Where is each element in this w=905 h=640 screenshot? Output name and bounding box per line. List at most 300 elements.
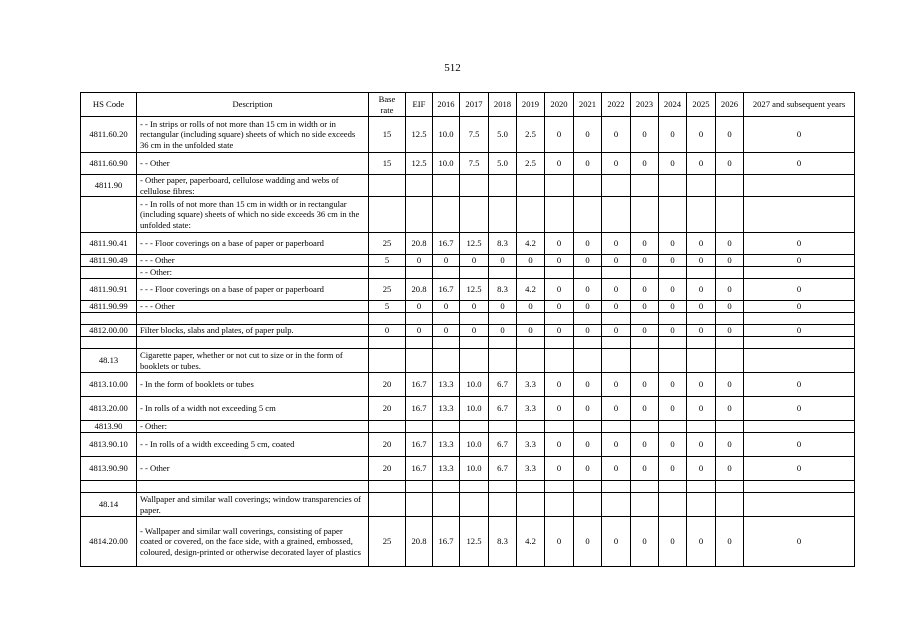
table-row bbox=[81, 421, 855, 433]
rate-cell bbox=[545, 313, 574, 325]
rate-cell: 20 bbox=[369, 433, 406, 457]
rate-cell bbox=[489, 267, 517, 279]
rate-cell: 20.8 bbox=[406, 517, 433, 567]
rate-cell: 0 bbox=[489, 325, 517, 337]
hs-code-cell: 4811.90.41 bbox=[81, 233, 137, 255]
column-header: Base rate bbox=[369, 93, 406, 117]
hs-code-cell: 4814.20.00 bbox=[81, 517, 137, 567]
header-row bbox=[81, 93, 855, 117]
rate-cell: 15 bbox=[369, 153, 406, 175]
rate-cell: 0 bbox=[631, 233, 659, 255]
rate-cell: 0 bbox=[517, 325, 545, 337]
column-header: 2021 bbox=[574, 93, 602, 117]
rate-cell: 6.7 bbox=[489, 457, 517, 481]
rate-cell bbox=[574, 313, 602, 325]
rate-cell: 0 bbox=[460, 255, 489, 267]
rate-cell bbox=[716, 493, 744, 517]
rate-cell: 5 bbox=[369, 301, 406, 313]
table-row bbox=[81, 457, 855, 481]
rate-cell bbox=[659, 421, 687, 433]
rate-cell bbox=[460, 175, 489, 197]
rate-cell bbox=[631, 267, 659, 279]
rate-cell: 13.3 bbox=[433, 433, 460, 457]
rate-cell: 0 bbox=[489, 301, 517, 313]
rate-cell bbox=[602, 493, 631, 517]
rate-cell bbox=[433, 175, 460, 197]
rate-cell bbox=[489, 313, 517, 325]
rate-cell bbox=[687, 267, 716, 279]
rate-cell: 0 bbox=[687, 117, 716, 153]
column-header: 2022 bbox=[602, 93, 631, 117]
rate-cell: 20.8 bbox=[406, 233, 433, 255]
table-row bbox=[81, 349, 855, 373]
rate-cell: 0 bbox=[545, 279, 574, 301]
table-row bbox=[81, 337, 855, 349]
hs-code-cell: 4811.90.99 bbox=[81, 301, 137, 313]
rate-cell bbox=[744, 493, 855, 517]
description-cell: - - - Floor coverings on a base of paper or paperboard bbox=[137, 233, 369, 255]
rate-cell: 16.7 bbox=[406, 433, 433, 457]
rate-cell: 15 bbox=[369, 117, 406, 153]
rate-cell: 0 bbox=[574, 517, 602, 567]
rate-cell: 0 bbox=[406, 301, 433, 313]
rate-cell: 7.5 bbox=[460, 153, 489, 175]
rate-cell: 0 bbox=[687, 301, 716, 313]
rate-cell: 6.7 bbox=[489, 433, 517, 457]
rate-cell: 13.3 bbox=[433, 457, 460, 481]
table-row bbox=[81, 153, 855, 175]
rate-cell: 4.2 bbox=[517, 279, 545, 301]
rate-cell bbox=[631, 337, 659, 349]
description-cell: - Other paper, paperboard, cellulose wadding and webs of cellulose fibres: bbox=[137, 175, 369, 197]
rate-cell: 7.5 bbox=[460, 117, 489, 153]
rate-cell: 5.0 bbox=[489, 117, 517, 153]
rate-cell bbox=[489, 493, 517, 517]
rate-cell: 0 bbox=[517, 255, 545, 267]
rate-cell: 13.3 bbox=[433, 397, 460, 421]
description-cell: - - Other bbox=[137, 153, 369, 175]
rate-cell bbox=[517, 481, 545, 493]
description-cell bbox=[137, 337, 369, 349]
rate-cell: 20.8 bbox=[406, 279, 433, 301]
rate-cell: 0 bbox=[545, 301, 574, 313]
rate-cell bbox=[602, 349, 631, 373]
rate-cell: 0 bbox=[574, 117, 602, 153]
rate-cell bbox=[744, 175, 855, 197]
rate-cell bbox=[574, 493, 602, 517]
rate-cell: 0 bbox=[545, 325, 574, 337]
rate-cell bbox=[574, 267, 602, 279]
rate-cell bbox=[716, 267, 744, 279]
rate-cell: 20 bbox=[369, 397, 406, 421]
rate-cell: 12.5 bbox=[460, 279, 489, 301]
rate-cell: 0 bbox=[574, 457, 602, 481]
rate-cell bbox=[545, 197, 574, 233]
rate-cell: 0 bbox=[687, 233, 716, 255]
hs-code-cell: 4812.00.00 bbox=[81, 325, 137, 337]
rate-cell: 0 bbox=[744, 233, 855, 255]
rate-cell bbox=[369, 493, 406, 517]
rate-cell: 0 bbox=[716, 153, 744, 175]
rate-cell: 10.0 bbox=[433, 117, 460, 153]
rate-cell: 0 bbox=[687, 255, 716, 267]
rate-cell: 0 bbox=[631, 397, 659, 421]
rate-cell: 0 bbox=[744, 279, 855, 301]
rate-cell bbox=[545, 175, 574, 197]
hs-code-cell: 4811.90 bbox=[81, 175, 137, 197]
rate-cell bbox=[602, 197, 631, 233]
rate-cell: 0 bbox=[406, 255, 433, 267]
rate-cell: 0 bbox=[744, 325, 855, 337]
rate-cell: 0 bbox=[716, 517, 744, 567]
rate-cell: 0 bbox=[631, 517, 659, 567]
rate-cell: 0 bbox=[574, 301, 602, 313]
rate-cell bbox=[460, 493, 489, 517]
rate-cell bbox=[433, 337, 460, 349]
rate-cell bbox=[687, 493, 716, 517]
rate-cell bbox=[406, 337, 433, 349]
rate-cell: 0 bbox=[744, 153, 855, 175]
rate-cell: 0 bbox=[659, 117, 687, 153]
hs-code-cell: 4811.90.91 bbox=[81, 279, 137, 301]
rate-cell: 0 bbox=[574, 325, 602, 337]
rate-cell bbox=[574, 337, 602, 349]
rate-cell bbox=[687, 481, 716, 493]
rate-cell: 0 bbox=[659, 457, 687, 481]
rate-cell bbox=[744, 421, 855, 433]
table-row bbox=[81, 301, 855, 313]
rate-cell: 0 bbox=[744, 457, 855, 481]
rate-cell bbox=[545, 481, 574, 493]
rate-cell: 0 bbox=[574, 279, 602, 301]
rate-cell bbox=[659, 267, 687, 279]
rate-cell bbox=[602, 481, 631, 493]
rate-cell: 0 bbox=[659, 325, 687, 337]
description-cell: Wallpaper and similar wall coverings; window transparencies of paper. bbox=[137, 493, 369, 517]
rate-cell: 16.7 bbox=[406, 457, 433, 481]
description-cell: - - In rolls of not more than 15 cm in width or in rectangular (including square) sheets of which no side exceeds 36 cm in the unfolded state: bbox=[137, 197, 369, 233]
hs-code-cell: 4811.90.49 bbox=[81, 255, 137, 267]
description-cell: - - In rolls of a width exceeding 5 cm, coated bbox=[137, 433, 369, 457]
rate-cell bbox=[460, 421, 489, 433]
rate-cell: 0 bbox=[716, 457, 744, 481]
description-cell: - Wallpaper and similar wall coverings, consisting of paper coated or covered, on the face side, with a grained, embossed, coloured, design-printed or otherwise decorated layer of plastics bbox=[137, 517, 369, 567]
rate-cell: 20 bbox=[369, 373, 406, 397]
rate-cell: 16.7 bbox=[433, 517, 460, 567]
rate-cell: 0 bbox=[631, 153, 659, 175]
rate-cell bbox=[489, 481, 517, 493]
rate-cell bbox=[517, 197, 545, 233]
rate-cell: 3.3 bbox=[517, 373, 545, 397]
rate-cell bbox=[659, 175, 687, 197]
rate-cell: 20 bbox=[369, 457, 406, 481]
rate-cell bbox=[631, 313, 659, 325]
rate-cell bbox=[460, 337, 489, 349]
table-row bbox=[81, 517, 855, 567]
rate-cell bbox=[489, 421, 517, 433]
table-row bbox=[81, 279, 855, 301]
page-number: 512 bbox=[444, 62, 461, 74]
rate-cell bbox=[716, 313, 744, 325]
rate-cell bbox=[744, 267, 855, 279]
rate-cell bbox=[744, 349, 855, 373]
rate-cell: 25 bbox=[369, 279, 406, 301]
rate-cell: 2.5 bbox=[517, 153, 545, 175]
hs-code-cell bbox=[81, 481, 137, 493]
description-cell: - - Other bbox=[137, 457, 369, 481]
rate-cell bbox=[687, 337, 716, 349]
rate-cell: 0 bbox=[744, 433, 855, 457]
description-cell bbox=[137, 313, 369, 325]
rate-cell bbox=[517, 267, 545, 279]
rate-cell bbox=[659, 337, 687, 349]
rate-cell bbox=[687, 349, 716, 373]
rate-cell bbox=[716, 421, 744, 433]
column-header: 2017 bbox=[460, 93, 489, 117]
table-row bbox=[81, 325, 855, 337]
rate-cell: 3.3 bbox=[517, 433, 545, 457]
rate-cell bbox=[659, 493, 687, 517]
hs-code-cell: 4811.60.90 bbox=[81, 153, 137, 175]
hs-code-cell bbox=[81, 337, 137, 349]
rate-cell: 0 bbox=[659, 433, 687, 457]
rate-cell bbox=[716, 481, 744, 493]
rate-cell: 0 bbox=[545, 373, 574, 397]
rate-cell: 0 bbox=[369, 325, 406, 337]
rate-cell: 0 bbox=[716, 279, 744, 301]
column-header: 2019 bbox=[517, 93, 545, 117]
rate-cell: 0 bbox=[631, 117, 659, 153]
rate-cell: 0 bbox=[545, 153, 574, 175]
rate-cell: 5 bbox=[369, 255, 406, 267]
hs-code-cell: 4813.10.00 bbox=[81, 373, 137, 397]
rate-cell: 0 bbox=[716, 117, 744, 153]
hs-code-cell bbox=[81, 267, 137, 279]
rate-cell bbox=[489, 349, 517, 373]
rate-cell: 0 bbox=[545, 457, 574, 481]
rate-cell: 12.5 bbox=[406, 153, 433, 175]
rate-cell: 4.2 bbox=[517, 233, 545, 255]
column-header: 2025 bbox=[687, 93, 716, 117]
rate-cell: 0 bbox=[744, 397, 855, 421]
hs-code-cell: 4813.90.10 bbox=[81, 433, 137, 457]
rate-cell: 0 bbox=[574, 153, 602, 175]
rate-cell bbox=[369, 349, 406, 373]
rate-cell bbox=[631, 175, 659, 197]
rate-cell: 0 bbox=[489, 255, 517, 267]
column-header: 2020 bbox=[545, 93, 574, 117]
rate-cell: 0 bbox=[631, 433, 659, 457]
rate-cell: 0 bbox=[545, 517, 574, 567]
rate-cell: 0 bbox=[602, 433, 631, 457]
rate-cell: 0 bbox=[433, 255, 460, 267]
rate-cell bbox=[687, 197, 716, 233]
rate-cell bbox=[433, 421, 460, 433]
rate-cell: 10.0 bbox=[460, 433, 489, 457]
rate-cell: 0 bbox=[744, 301, 855, 313]
rate-cell: 0 bbox=[433, 325, 460, 337]
rate-cell bbox=[406, 313, 433, 325]
description-cell: - - - Other bbox=[137, 255, 369, 267]
rate-cell: 5.0 bbox=[489, 153, 517, 175]
description-cell: - - In strips or rolls of not more than 15 cm in width or in rectangular (including square) sheets of which no side exceeds 36 cm in the unfolded state bbox=[137, 117, 369, 153]
rate-cell: 0 bbox=[602, 457, 631, 481]
rate-cell bbox=[545, 337, 574, 349]
rate-cell bbox=[744, 197, 855, 233]
rate-cell: 0 bbox=[687, 373, 716, 397]
hs-code-cell bbox=[81, 313, 137, 325]
rate-cell: 3.3 bbox=[517, 457, 545, 481]
rate-cell bbox=[687, 175, 716, 197]
hs-code-cell: 48.14 bbox=[81, 493, 137, 517]
rate-cell bbox=[545, 421, 574, 433]
description-cell: Cigarette paper, whether or not cut to size or in the form of booklets or tubes. bbox=[137, 349, 369, 373]
rate-cell bbox=[406, 197, 433, 233]
rate-cell: 0 bbox=[687, 517, 716, 567]
column-header: 2018 bbox=[489, 93, 517, 117]
rate-cell: 0 bbox=[602, 117, 631, 153]
rate-cell bbox=[433, 493, 460, 517]
rate-cell bbox=[406, 349, 433, 373]
rate-cell: 10.0 bbox=[460, 457, 489, 481]
rate-cell bbox=[602, 175, 631, 197]
rate-cell: 0 bbox=[716, 373, 744, 397]
rate-cell bbox=[433, 267, 460, 279]
rate-cell: 16.7 bbox=[406, 397, 433, 421]
rate-cell: 12.5 bbox=[460, 517, 489, 567]
rate-cell: 3.3 bbox=[517, 397, 545, 421]
rate-cell: 0 bbox=[545, 233, 574, 255]
table-row bbox=[81, 433, 855, 457]
rate-cell: 0 bbox=[460, 301, 489, 313]
rate-cell: 0 bbox=[602, 301, 631, 313]
hs-code-cell: 48.13 bbox=[81, 349, 137, 373]
rate-cell bbox=[659, 349, 687, 373]
rate-cell bbox=[716, 175, 744, 197]
rate-cell bbox=[489, 337, 517, 349]
table-row bbox=[81, 233, 855, 255]
column-header: 2026 bbox=[716, 93, 744, 117]
rate-cell bbox=[631, 197, 659, 233]
rate-cell bbox=[517, 175, 545, 197]
table-row bbox=[81, 117, 855, 153]
rate-cell: 4.2 bbox=[517, 517, 545, 567]
rate-cell: 0 bbox=[574, 255, 602, 267]
rate-cell bbox=[659, 197, 687, 233]
rate-cell: 0 bbox=[602, 233, 631, 255]
rate-cell: 0 bbox=[744, 255, 855, 267]
hs-code-cell: 4811.60.20 bbox=[81, 117, 137, 153]
rate-cell bbox=[517, 421, 545, 433]
rate-cell: 25 bbox=[369, 517, 406, 567]
rate-cell bbox=[369, 337, 406, 349]
rate-cell: 12.5 bbox=[460, 233, 489, 255]
rate-cell bbox=[716, 349, 744, 373]
hs-code-cell: 4813.90 bbox=[81, 421, 137, 433]
column-header: 2027 and subsequent years bbox=[744, 93, 855, 117]
rate-cell bbox=[369, 267, 406, 279]
rate-cell bbox=[433, 197, 460, 233]
rate-cell bbox=[433, 313, 460, 325]
rate-cell bbox=[406, 421, 433, 433]
rate-cell bbox=[574, 421, 602, 433]
rate-cell bbox=[574, 481, 602, 493]
description-cell: - In the form of booklets or tubes bbox=[137, 373, 369, 397]
table-row bbox=[81, 373, 855, 397]
column-header: 2023 bbox=[631, 93, 659, 117]
rate-cell bbox=[369, 197, 406, 233]
rate-cell bbox=[631, 481, 659, 493]
rate-cell: 0 bbox=[687, 153, 716, 175]
rate-cell bbox=[716, 197, 744, 233]
rate-cell: 8.3 bbox=[489, 517, 517, 567]
rate-cell: 16.7 bbox=[433, 233, 460, 255]
rate-cell: 0 bbox=[659, 517, 687, 567]
column-header: HS Code bbox=[81, 93, 137, 117]
rate-cell: 0 bbox=[602, 153, 631, 175]
rate-cell bbox=[460, 197, 489, 233]
rate-cell: 0 bbox=[517, 301, 545, 313]
rate-cell: 0 bbox=[602, 255, 631, 267]
rate-cell: 0 bbox=[545, 433, 574, 457]
table-row bbox=[81, 255, 855, 267]
column-header: 2016 bbox=[433, 93, 460, 117]
rate-cell: 8.3 bbox=[489, 233, 517, 255]
rate-cell: 0 bbox=[631, 301, 659, 313]
rate-cell bbox=[545, 493, 574, 517]
rate-cell: 0 bbox=[716, 325, 744, 337]
rate-cell bbox=[369, 175, 406, 197]
rate-cell bbox=[574, 349, 602, 373]
rate-cell bbox=[744, 481, 855, 493]
rate-cell: 0 bbox=[687, 397, 716, 421]
rate-cell bbox=[574, 175, 602, 197]
rate-cell: 0 bbox=[659, 233, 687, 255]
rate-cell bbox=[744, 337, 855, 349]
rate-cell bbox=[744, 313, 855, 325]
rate-cell bbox=[460, 267, 489, 279]
rate-cell: 16.7 bbox=[406, 373, 433, 397]
rate-cell bbox=[545, 267, 574, 279]
description-cell: - Other: bbox=[137, 421, 369, 433]
hs-code-cell bbox=[81, 197, 137, 233]
column-header: Description bbox=[137, 93, 369, 117]
rate-cell: 0 bbox=[659, 255, 687, 267]
rate-cell: 6.7 bbox=[489, 397, 517, 421]
rate-cell bbox=[602, 337, 631, 349]
rate-cell bbox=[602, 267, 631, 279]
rate-cell: 10.0 bbox=[460, 373, 489, 397]
rate-cell bbox=[716, 337, 744, 349]
table-row bbox=[81, 313, 855, 325]
rate-cell: 0 bbox=[687, 433, 716, 457]
rate-cell: 0 bbox=[659, 279, 687, 301]
rate-cell bbox=[659, 313, 687, 325]
rate-cell: 0 bbox=[406, 325, 433, 337]
hs-code-cell: 4813.20.00 bbox=[81, 397, 137, 421]
rate-cell: 0 bbox=[631, 325, 659, 337]
rate-cell bbox=[687, 313, 716, 325]
rate-cell bbox=[369, 421, 406, 433]
description-cell: - - - Floor coverings on a base of paper or paperboard bbox=[137, 279, 369, 301]
rate-cell: 25 bbox=[369, 233, 406, 255]
rate-cell bbox=[631, 349, 659, 373]
rate-cell bbox=[460, 349, 489, 373]
rate-cell: 6.7 bbox=[489, 373, 517, 397]
rate-cell: 0 bbox=[716, 301, 744, 313]
description-cell: Filter blocks, slabs and plates, of paper pulp. bbox=[137, 325, 369, 337]
rate-cell: 0 bbox=[631, 255, 659, 267]
